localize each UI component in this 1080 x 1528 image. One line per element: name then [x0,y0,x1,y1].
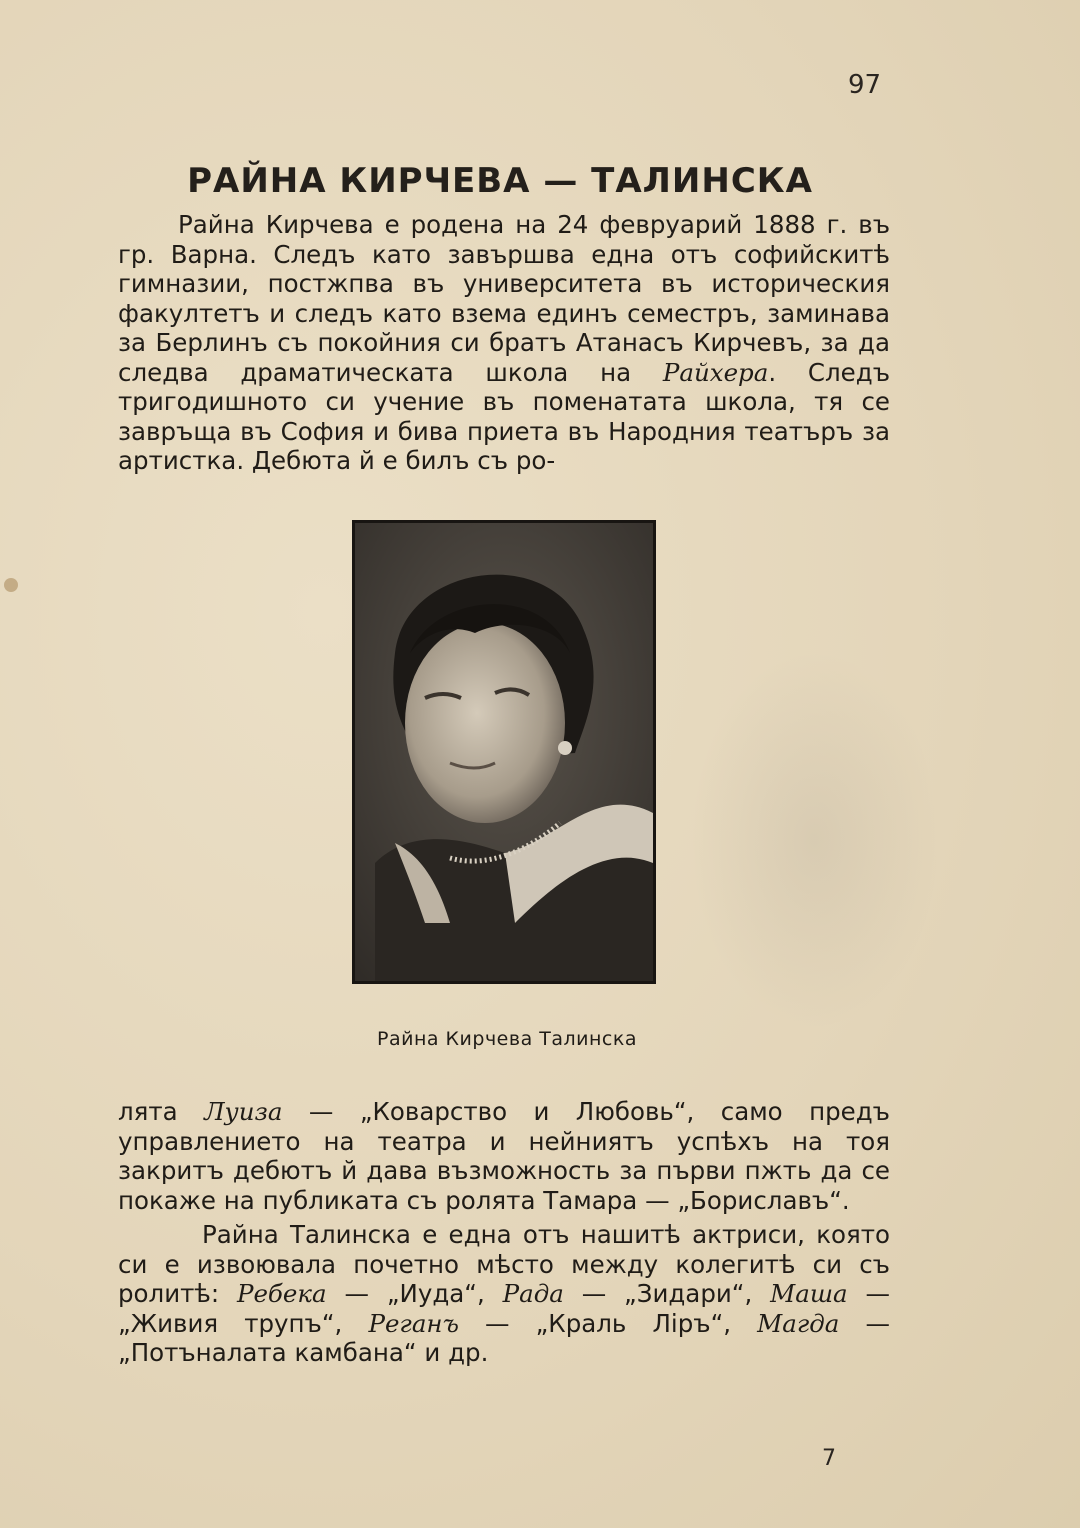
play-potanalata-kambana: — „Потъналата камбана“ и др. [118,1308,890,1367]
role-masha: Маша [770,1279,848,1308]
paper-stain [4,578,18,592]
paragraph2-italic: Луиза [204,1097,283,1126]
paragraph2-text-b: — „Коварство и Любовь“, само предъ управлението на театра и нейниятъ успѣхъ на тоя закритъ дебютъ й дава възможность за първи пжть да се покаже на публиката съ ролята Тамара — „Бориславъ“. [118,1097,890,1215]
show-through-bleed [690,650,940,1030]
paragraph-roles [118,1220,890,1368]
page-number: 97 [848,70,882,100]
paragraph-debut [118,1097,890,1215]
paragraph2-text-a: лята [118,1097,205,1126]
paragraph3-text: Райна Талинска е една отъ нашитѣ актриси, която си е извоювала почетно мѣсто между колегитѣ си съ ролитѣ: [118,1220,890,1308]
paragraph1-text-b: . Следъ тригодишното си учение въ поменатата школа, тя се завръща въ София и бива приета въ Народния театъръ за артистка. Дебюта й е билъ съ ро- [118,357,890,475]
paragraph-biography [118,210,890,476]
paragraph1-text-a: Райна Кирчева е родена на 24 февруарий 1888 г. въ гр. Варна. Следъ като завършва една отъ софийскитѣ гимназии, постжпва въ университета въ историческия факултетъ и следъ като взема единъ семестръ, заминава за Берлинъ съ покойния си братъ Атанасъ Кирчевъ, за да следва драматическата школа на [118,210,890,387]
paragraph1-italic: Райхера [662,357,769,387]
signature-mark: 7 [822,1446,836,1471]
play-zhiviya-trup: — „Живия трупъ“, [118,1279,890,1338]
photo-caption: Райна Кирчева Талинска [377,1028,637,1050]
portrait-photo [352,520,656,984]
page-title: РАЙНА КИРЧЕВА — ТАЛИНСКА [187,160,813,201]
portrait-image [355,523,653,981]
role-regan: Реганъ [368,1308,459,1338]
play-zidari: — „Зидари“, [563,1279,771,1308]
role-rebeka: Ребека [236,1279,327,1308]
role-rada: Рада [502,1279,564,1308]
role-magda: Магда [757,1308,840,1338]
play-iuda: — „Иуда“, [326,1279,503,1308]
play-kral-lir: — „Краль Ліръ“, [458,1308,758,1338]
